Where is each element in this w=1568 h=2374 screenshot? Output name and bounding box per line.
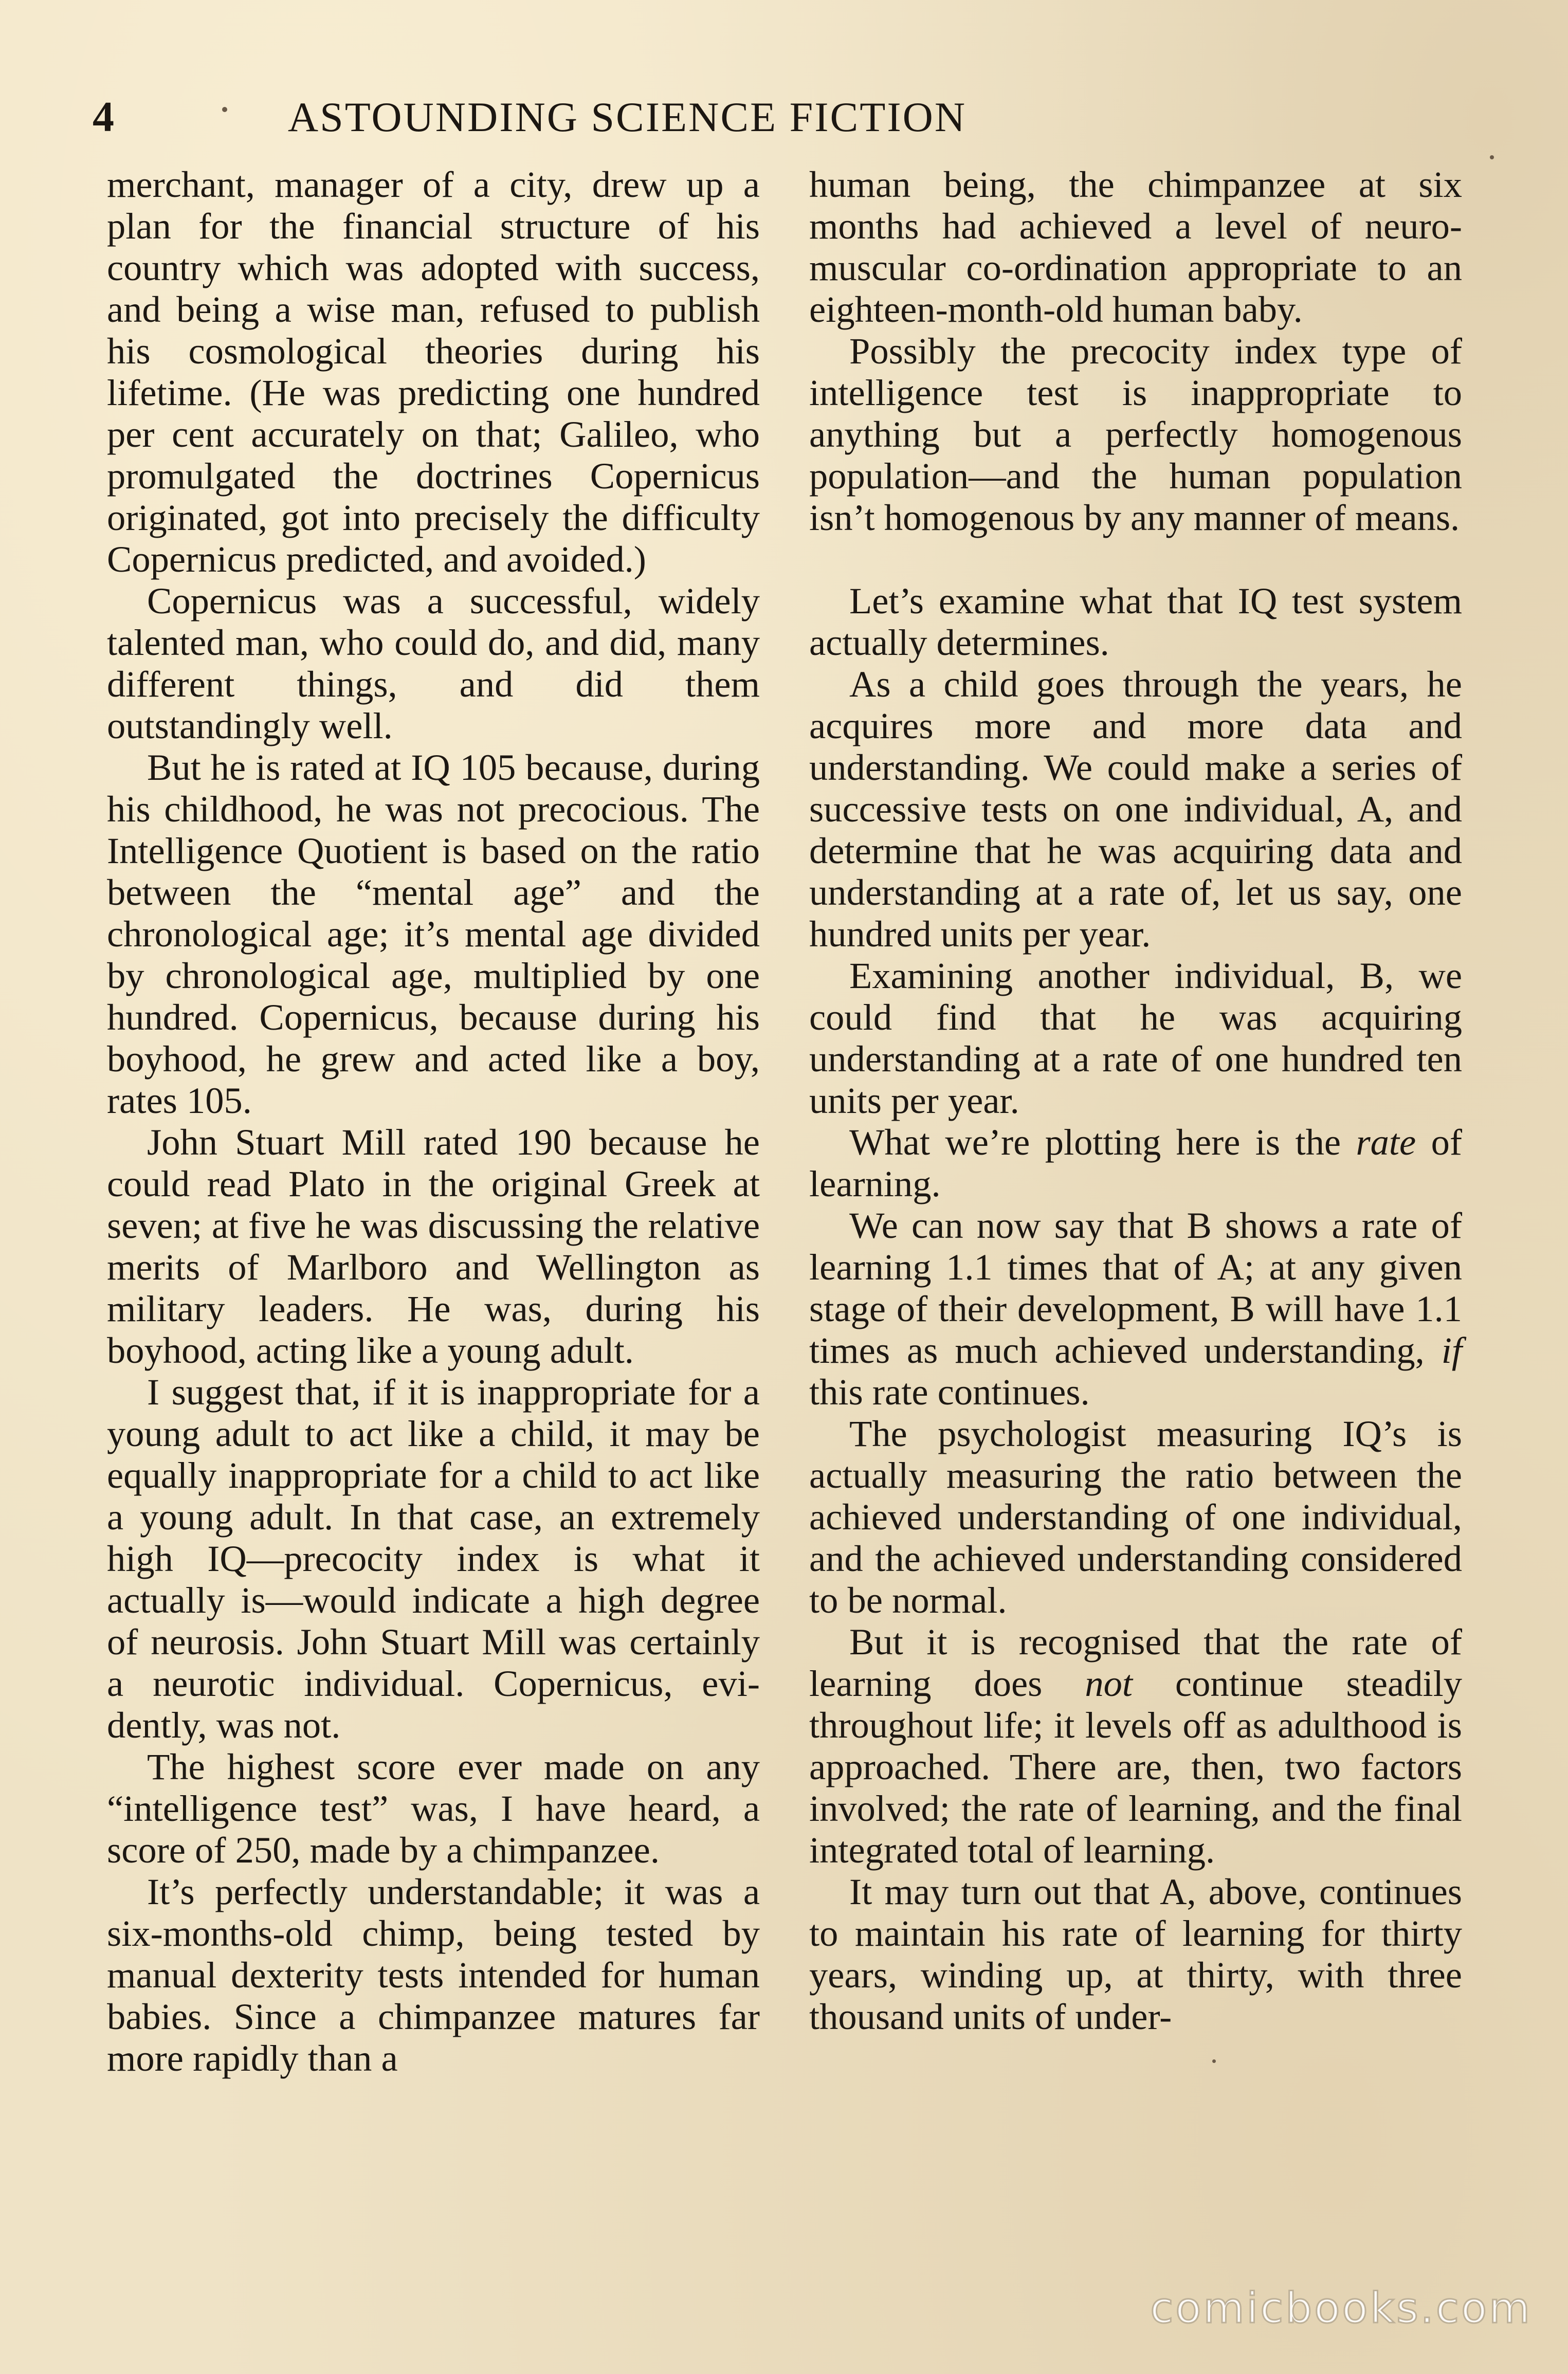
text-run: But it is recognised that the rate of learning does — [809, 1621, 1462, 1704]
text-run: this rate continues. — [809, 1371, 1090, 1413]
paragraph: I suggest that, if it is inappropriate for a young adult to act like a child, it may be equally inappropriate for a child to act like a young adult. In that case, an extremely high IQ—precocity index is what it actually is—would indicate a high degree of neurosis. John Stuart Mill was certainly a neurotic individual. Copernicus, evidently, was not. — [107, 1371, 760, 1746]
emphasis-text: rate — [1356, 1121, 1416, 1163]
paragraph: It may turn out that A, above, continues to maintain his rate of learning for thirty years, winding up, at thirty, with three thousand units of under- — [809, 1871, 1462, 2037]
text-run: continue steadily throughout life; it levels off as adulthood is approached. There are, then, two factors involved; the rate of learning, and the final integrated total of learning. — [809, 1663, 1462, 1871]
paragraph: merchant, manager of a city, drew up a plan for the financial structure of his country which was adopted with success, and being a wise man, refused to publish his cosmological theories during his lifetime. (He was predicting one hundred per cent accurately on that; Galileo, who promulgated the doctrines Copernicus originated, got into precisely the difficulty Copernicus predicted, and avoided.) — [107, 163, 760, 580]
emphasis-text: if — [1441, 1329, 1462, 1371]
paragraph — [809, 1121, 1462, 1204]
paragraph: human being, the chimpanzee at six months had achieved a level of neuromuscular co-ordination appropriate to an eighteen-month-old human baby. — [809, 163, 1462, 330]
paragraph: As a child goes through the years, he acquires more and more data and understanding. We could make a series of successive tests on one individual, A, and determine that he was acquiring data and understanding at a rate of, let us say, one hundred units per year. — [809, 663, 1462, 955]
paragraph: Examining another individual, B, we could find that he was acquiring understanding at a rate of one hundred ten units per year. — [809, 955, 1462, 1121]
emphasis-text: not — [1085, 1663, 1133, 1704]
right-column — [809, 163, 1462, 2037]
paragraph: Let’s examine what that IQ test system actually determines. — [809, 580, 1462, 663]
paper-speck — [1212, 2059, 1216, 2063]
watermark: comicbooks.com — [1150, 2284, 1532, 2333]
running-title: ASTOUNDING SCIENCE FICTION — [287, 94, 967, 140]
paragraph — [809, 1204, 1462, 1413]
paragraph: Copernicus was a successful, widely talented man, who could do, and did, many different things, and did them outstandingly well. — [107, 580, 760, 746]
left-column — [107, 163, 760, 2079]
text-run: What we’re plotting here is the — [849, 1121, 1356, 1163]
paragraph: The highest score ever made on any “intelligence test” was, I have heard, a score of 250, made by a chimpanzee. — [107, 1746, 760, 1871]
text-run: of learning. — [809, 1121, 1462, 1204]
paragraph — [809, 1621, 1462, 1871]
paper-speck — [1490, 155, 1494, 159]
running-head — [93, 86, 1162, 148]
text-run: We can now say that B shows a rate of learning 1.1 times that of A; at any given stage of their development, B will have 1.1 times as much achieved understanding, — [809, 1204, 1462, 1371]
paragraph: Possibly the precocity index type of intelligence test is inappropriate to anything but a perfectly homogenous population—and the human population isn’t homogenous by any manner of means. — [809, 330, 1462, 538]
paragraph: The psychologist measuring IQ’s is actually measuring the ratio between the achieved understanding of one individual, and the achieved understanding considered to be normal. — [809, 1413, 1462, 1621]
paragraph: It’s perfectly understandable; it was a six-months-old chimp, being tested by manual dexterity tests intended for human babies. Since a chimpanzee matures far more rapidly than a — [107, 1871, 760, 2079]
page-number: 4 — [93, 93, 114, 141]
paper-speck — [222, 107, 227, 112]
paragraph: But he is rated at IQ 105 because, during his childhood, he was not precocious. The Intelligence Quotient is based on the ratio between the “mental age” and the chronological age; it’s mental age divided by chronological age, multiplied by one hundred. Copernicus, because during his boyhood, he grew and acted like a boy, rates 105. — [107, 746, 760, 1121]
paragraph: John Stuart Mill rated 190 because he could read Plato in the original Greek at seven; at five he was discussing the relative merits of Marlboro and Wellington as military leaders. He was, during his boyhood, acting like a young adult. — [107, 1121, 760, 1371]
